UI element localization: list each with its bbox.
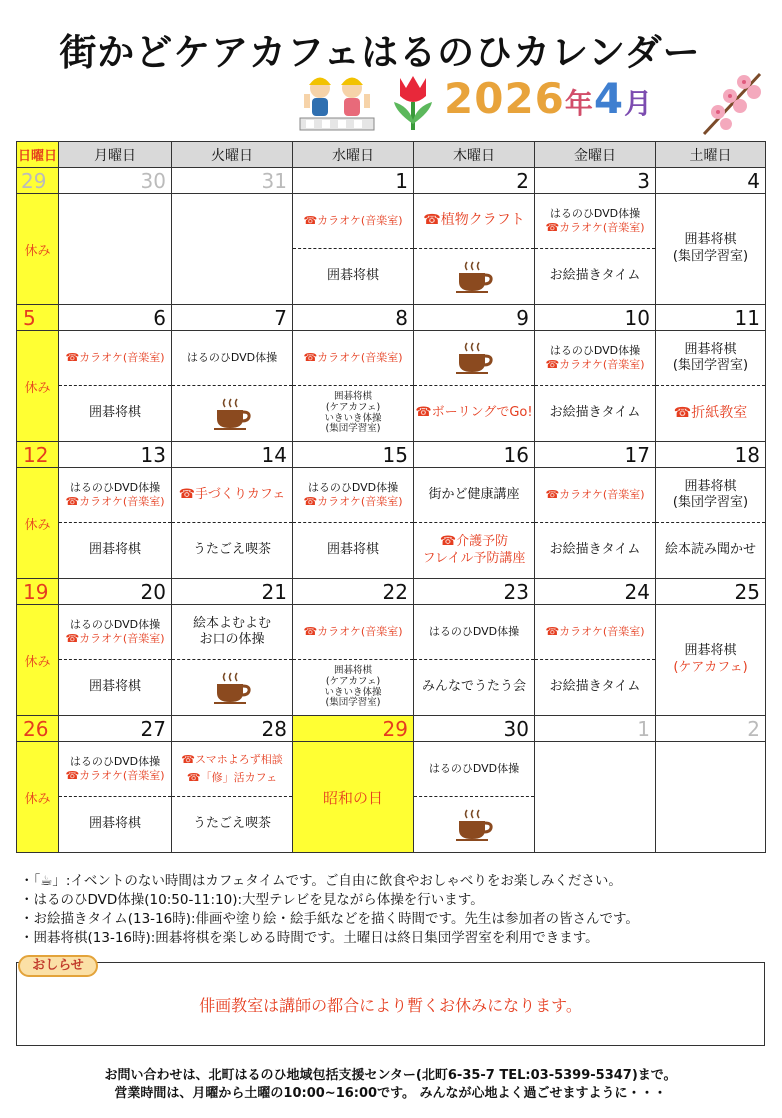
event-group <box>59 605 171 660</box>
date-number: 2 <box>414 168 535 194</box>
event-singing-together: みんなでうたう会 <box>421 679 526 695</box>
note-item: ・囲碁将棋(13-16時):囲碁将棋を楽しめる時間です。土曜日は終日集団学習室を利用できます。 <box>20 930 599 946</box>
day-cell <box>293 468 414 579</box>
day-cell <box>59 605 172 716</box>
sunday-closed-label: 休み <box>17 331 59 442</box>
week-2-date-row <box>17 305 766 331</box>
event-go-shogi: 囲碁将棋 <box>88 679 141 695</box>
date-number: 6 <box>59 305 172 331</box>
sunday-closed-label: 休み <box>17 742 59 853</box>
event-location: (ケアカフェ) <box>673 660 748 675</box>
event-go-shogi: 囲碁将棋 <box>684 232 737 248</box>
event-karaoke: ☎カラオケ(音楽室) <box>65 632 165 645</box>
day-cell <box>293 194 414 305</box>
event-dvd-exercise: はるのひDVD体操 <box>172 331 292 386</box>
month-banner <box>298 68 768 140</box>
cherry-blossom-icon <box>700 68 764 138</box>
day-cell <box>59 742 172 853</box>
event-location: (ケアカフェ) <box>325 675 381 687</box>
date-number: 1 <box>535 716 656 742</box>
week-3-events-row <box>17 468 766 579</box>
notes-list <box>20 872 765 948</box>
event-drawing-time: お絵描きタイム <box>549 405 641 421</box>
event-karaoke: ☎カラオケ(音楽室) <box>293 605 413 660</box>
event-go-shogi: 囲碁将棋 <box>333 390 372 402</box>
event-care-prevention: ☎介護予防 <box>439 534 509 550</box>
date-number: 13 <box>59 442 172 468</box>
event-karaoke: ☎カラオケ(音楽室) <box>535 468 655 523</box>
weekday-header-row <box>17 142 766 168</box>
event-group <box>59 468 171 523</box>
day-cell-empty <box>172 194 293 305</box>
event-group <box>535 194 655 249</box>
day-cell-empty <box>656 742 766 853</box>
day-cell <box>172 605 293 716</box>
year-text: 2026 <box>444 74 565 123</box>
event-health-lecture: 街かど健康講座 <box>414 468 534 523</box>
event-dvd-exercise: はるのひDVD体操 <box>69 481 161 495</box>
date-number: 21 <box>172 579 293 605</box>
notice-badge: おしらせ <box>18 955 98 977</box>
coffee-cup-icon <box>455 260 493 294</box>
date-number: 15 <box>293 442 414 468</box>
cafe-time <box>172 660 292 715</box>
coffee-cup-icon <box>455 808 493 842</box>
date-number: 30 <box>414 716 535 742</box>
date-number: 8 <box>293 305 414 331</box>
event-go-shogi: 囲碁将棋 <box>326 268 379 284</box>
event-dvd-exercise: はるのひDVD体操 <box>549 207 641 221</box>
event-group <box>293 468 413 523</box>
date-number: 4 <box>656 168 766 194</box>
footer-contact: お問い合わせは、北町はるのひ地域包括支援センター(北町6-35-7 TEL:03-5399-5347)まで。 <box>104 1068 677 1083</box>
event-drawing-time: お絵描きタイム <box>549 268 641 284</box>
event-location: (集団学習室) <box>672 495 749 510</box>
event-picture-book-reading: 絵本読み聞かせ <box>664 542 756 558</box>
day-cell <box>414 468 535 579</box>
event-handmade-cafe: ☎手づくりカフェ <box>172 468 292 523</box>
date-number: 28 <box>172 716 293 742</box>
notice-text: 俳画教室は講師の都合により暫くお休みになります。 <box>199 996 582 1015</box>
date-number: 1 <box>293 168 414 194</box>
day-cell <box>414 331 535 442</box>
event-plant-craft: ☎植物クラフト <box>414 194 534 249</box>
event-group <box>293 386 413 441</box>
day-cell <box>535 194 656 305</box>
page-title: 街かどケアカフェはるのひカレンダー <box>59 31 701 74</box>
event-group <box>656 468 765 523</box>
date-number: 18 <box>656 442 766 468</box>
event-karaoke: ☎カラオケ(音楽室) <box>293 194 413 249</box>
day-cell <box>172 331 293 442</box>
date-number: 24 <box>535 579 656 605</box>
week-3-date-row <box>17 442 766 468</box>
event-go-shogi: 囲碁将棋 <box>333 664 372 676</box>
event-karaoke: ☎カラオケ(音楽室) <box>545 221 645 234</box>
event-karaoke: ☎カラオケ(音楽室) <box>293 331 413 386</box>
day-cell <box>535 331 656 442</box>
event-dvd-exercise: はるのひDVD体操 <box>307 481 399 495</box>
week-5-events-row <box>17 742 766 853</box>
date-number: 29 <box>17 168 59 194</box>
date-number: 17 <box>535 442 656 468</box>
date-number: 26 <box>17 716 59 742</box>
day-cell <box>414 605 535 716</box>
event-group <box>172 605 292 660</box>
week-1-events-row <box>17 194 766 305</box>
event-group <box>172 742 292 797</box>
date-number-holiday: 29 <box>293 716 414 742</box>
date-number: 25 <box>656 579 766 605</box>
date-number: 3 <box>535 168 656 194</box>
date-number: 14 <box>172 442 293 468</box>
day-cell <box>59 468 172 579</box>
event-origami: ☎折紙教室 <box>673 404 748 421</box>
weekday-sunday: 日曜日 <box>17 142 59 168</box>
sunday-closed-label: 休み <box>17 605 59 716</box>
date-number: 11 <box>656 305 766 331</box>
note-item: ・「☕」:イベントのない時間はカフェタイムです。ご自由に飲食やおしゃべりをお楽しみください。 <box>20 873 622 889</box>
date-number: 16 <box>414 442 535 468</box>
date-number: 23 <box>414 579 535 605</box>
day-cell <box>293 331 414 442</box>
day-cell-empty <box>535 742 656 853</box>
date-number: 30 <box>59 168 172 194</box>
cafe-time <box>172 386 292 441</box>
event-group <box>656 331 765 386</box>
day-cell <box>172 742 293 853</box>
footer-hours: 営業時間は、月曜から土曜の10:00~16:00です。 みんなが心地よく過ごせますように・・・ <box>114 1086 667 1101</box>
event-dvd-exercise: はるのひDVD体操 <box>414 605 534 660</box>
week-2-events-row <box>17 331 766 442</box>
footer <box>16 1067 765 1103</box>
weekday-tuesday: 火曜日 <box>172 142 293 168</box>
date-number: 5 <box>17 305 59 331</box>
week-1-date-row <box>17 168 766 194</box>
note-item: ・お絵描きタイム(13-16時):俳画や塗り絵・絵手紙などを描く時間です。先生は参加者の皆さんです。 <box>20 911 639 927</box>
event-group <box>414 523 534 578</box>
weekday-wednesday: 水曜日 <box>293 142 414 168</box>
event-karaoke: ☎カラオケ(音楽室) <box>59 331 171 386</box>
month-heading <box>444 74 653 123</box>
event-exercise: いきいき体操 <box>324 412 382 424</box>
event-go-shogi: 囲碁将棋 <box>684 643 737 659</box>
day-cell <box>656 194 766 305</box>
cafe-time <box>414 797 534 852</box>
date-number: 9 <box>414 305 535 331</box>
holiday-cell: 昭和の日 <box>293 742 414 853</box>
day-cell <box>414 742 535 853</box>
event-singing-cafe: うたごえ喫茶 <box>192 816 271 832</box>
event-bowling: ☎ボーリングでGo! <box>415 405 533 421</box>
event-location: (集団学習室) <box>325 423 381 435</box>
event-smartphone-consult: ☎スマホよろず相談 <box>181 753 283 767</box>
event-karaoke: ☎カラオケ(音楽室) <box>303 495 403 508</box>
weekday-monday: 月曜日 <box>59 142 172 168</box>
month-suffix: 月 <box>624 87 654 120</box>
event-go-shogi: 囲碁将棋 <box>88 816 141 832</box>
event-exercise: いきいき体操 <box>324 686 382 698</box>
date-number: 19 <box>17 579 59 605</box>
day-cell <box>414 194 535 305</box>
day-cell <box>656 468 766 579</box>
day-cell <box>293 605 414 716</box>
cafe-time <box>414 331 534 386</box>
weekday-thursday: 木曜日 <box>414 142 535 168</box>
event-group <box>293 660 413 715</box>
coffee-cup-icon <box>455 341 493 375</box>
event-go-shogi: 囲碁将棋 <box>684 341 737 357</box>
event-group <box>535 331 655 386</box>
day-cell <box>656 331 766 442</box>
event-karaoke: ☎カラオケ(音楽室) <box>65 495 165 508</box>
day-cell-empty <box>59 194 172 305</box>
cafe-time <box>414 249 534 304</box>
date-number: 2 <box>656 716 766 742</box>
event-dvd-exercise: はるのひDVD体操 <box>414 742 534 797</box>
day-cell <box>656 605 766 716</box>
day-cell <box>172 468 293 579</box>
event-karaoke: ☎カラオケ(音楽室) <box>535 605 655 660</box>
event-go-shogi: 囲碁将棋 <box>88 542 141 558</box>
date-number: 27 <box>59 716 172 742</box>
event-location: (集団学習室) <box>325 697 381 709</box>
week-4-events-row <box>17 605 766 716</box>
day-cell <box>535 605 656 716</box>
week-4-date-row <box>17 579 766 605</box>
date-number: 20 <box>59 579 172 605</box>
tulip-icon <box>390 72 436 134</box>
children-illustration-icon <box>298 70 376 136</box>
event-location: (集団学習室) <box>672 249 749 264</box>
year-suffix: 年 <box>564 87 594 120</box>
weekday-saturday: 土曜日 <box>656 142 766 168</box>
event-dvd-exercise: はるのひDVD体操 <box>69 618 161 632</box>
date-number: 10 <box>535 305 656 331</box>
event-go-shogi: 囲碁将棋 <box>326 542 379 558</box>
event-go-shogi: 囲碁将棋 <box>684 478 737 494</box>
day-cell <box>535 468 656 579</box>
event-dvd-exercise: はるのひDVD体操 <box>549 344 641 358</box>
event-drawing-time: お絵描きタイム <box>549 679 641 695</box>
coffee-cup-icon <box>213 397 251 431</box>
event-picture-book: 絵本よむよむ <box>192 615 271 631</box>
day-cell <box>59 331 172 442</box>
sunday-closed-label: 休み <box>17 194 59 305</box>
event-singing-cafe: うたごえ喫茶 <box>192 542 271 558</box>
event-group <box>59 742 171 797</box>
date-number: 22 <box>293 579 414 605</box>
event-drawing-time: お絵描きタイム <box>549 542 641 558</box>
week-5-date-row <box>17 716 766 742</box>
event-location: (集団学習室) <box>672 358 749 373</box>
event-karaoke: ☎カラオケ(音楽室) <box>545 358 645 371</box>
date-number: 7 <box>172 305 293 331</box>
event-karaoke: ☎カラオケ(音楽室) <box>65 769 165 782</box>
event-frailty-lecture: フレイル予防講座 <box>422 550 526 566</box>
event-dvd-exercise: はるのひDVD体操 <box>69 755 161 769</box>
event-mouth-exercise: お口の体操 <box>199 632 265 647</box>
calendar-table <box>16 141 766 853</box>
weekday-friday: 金曜日 <box>535 142 656 168</box>
event-location: (ケアカフェ) <box>325 401 381 413</box>
note-item: ・はるのひDVD体操(10:50-11:10):大型テレビを見ながら体操を行います。 <box>20 892 484 908</box>
date-number: 12 <box>17 442 59 468</box>
event-go-shogi: 囲碁将棋 <box>88 405 141 421</box>
date-number: 31 <box>172 168 293 194</box>
sunday-closed-label: 休み <box>17 468 59 579</box>
month-number: 4 <box>593 74 625 123</box>
event-shukatsu-cafe: ☎「修」活カフェ <box>186 771 278 784</box>
coffee-cup-icon <box>213 671 251 705</box>
